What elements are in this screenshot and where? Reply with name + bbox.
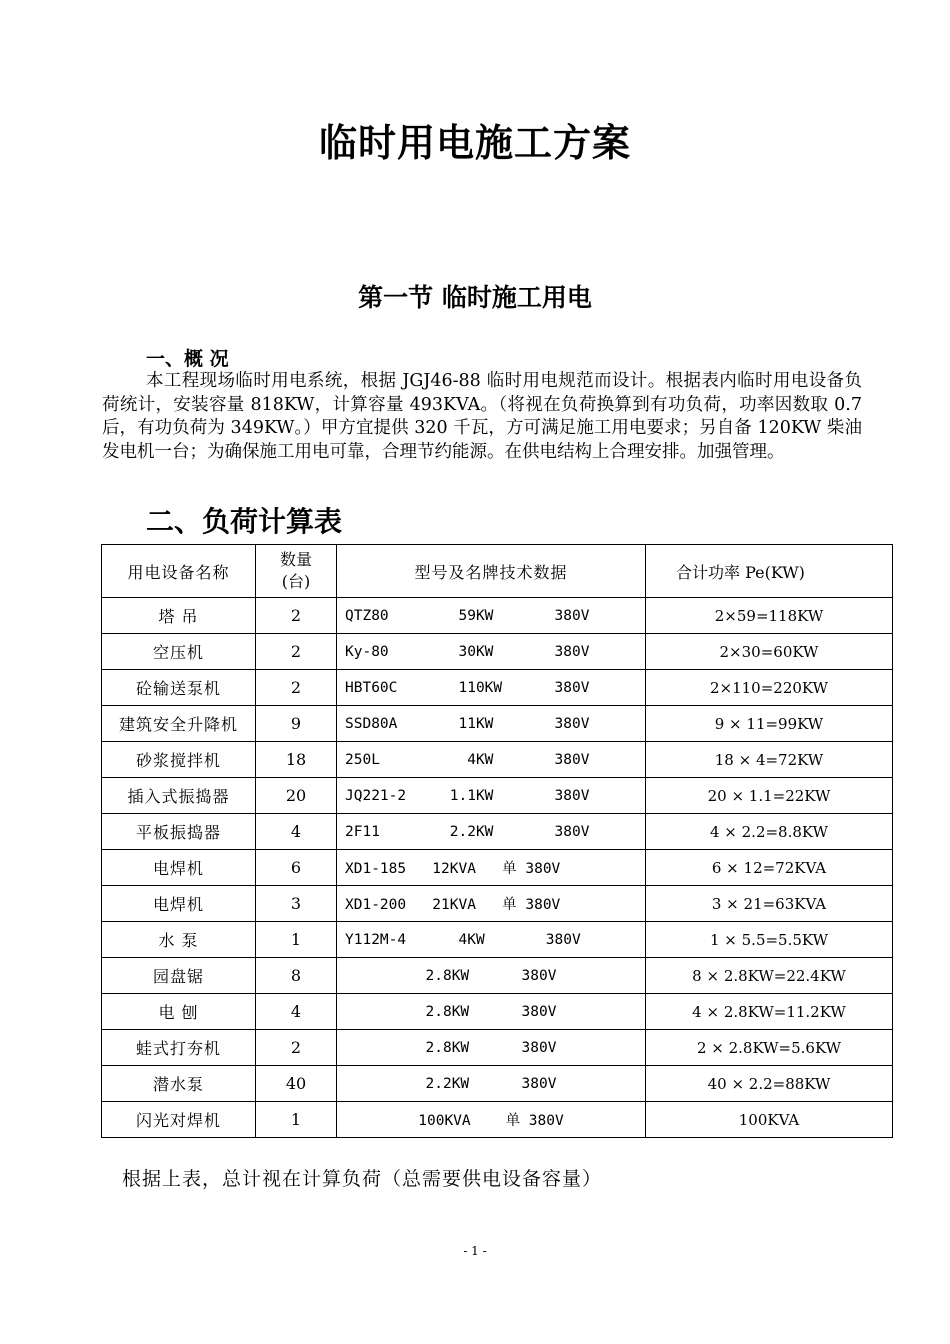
- cell-spec: XD1-200 21KVA 单 380V: [337, 886, 646, 922]
- cell-equipment-name: 插入式振捣器: [102, 778, 256, 814]
- table-row: [102, 958, 893, 994]
- cell-spec: 2.2KW 380V: [337, 1066, 646, 1102]
- cell-quantity: 8: [256, 958, 337, 994]
- cell-total-power: 2 × 2.8KW=5.6KW: [646, 1030, 893, 1066]
- cell-equipment-name: 空压机: [102, 634, 256, 670]
- table-header-row: [102, 545, 893, 598]
- table-row: [102, 706, 893, 742]
- cell-quantity: 4: [256, 994, 337, 1030]
- header-power: 合计功率 Pe(KW): [646, 545, 893, 598]
- table-row: [102, 922, 893, 958]
- cell-equipment-name: 电 刨: [102, 994, 256, 1030]
- cell-spec: HBT60C 110KW 380V: [337, 670, 646, 706]
- table-row: [102, 1030, 893, 1066]
- cell-equipment-name: 蛙式打夯机: [102, 1030, 256, 1066]
- cell-total-power: 4 × 2.8KW=11.2KW: [646, 994, 893, 1030]
- table-row: [102, 670, 893, 706]
- cell-total-power: 9 × 11=99KW: [646, 706, 893, 742]
- cell-equipment-name: 建筑安全升降机: [102, 706, 256, 742]
- header-spec: 型号及名牌技术数据: [337, 545, 646, 598]
- cell-equipment-name: 电焊机: [102, 886, 256, 922]
- table-row: [102, 1102, 893, 1138]
- cell-spec: 250L 4KW 380V: [337, 742, 646, 778]
- cell-quantity: 40: [256, 1066, 337, 1102]
- load-calculation-table: [101, 544, 893, 1138]
- cell-equipment-name: 平板振捣器: [102, 814, 256, 850]
- cell-equipment-name: 砼输送泵机: [102, 670, 256, 706]
- table-row: [102, 742, 893, 778]
- cell-total-power: 2×110=220KW: [646, 670, 893, 706]
- cell-quantity: 9: [256, 706, 337, 742]
- cell-quantity: 1: [256, 922, 337, 958]
- cell-total-power: 2×30=60KW: [646, 634, 893, 670]
- cell-total-power: 6 × 12=72KVA: [646, 850, 893, 886]
- cell-spec: Y112M-4 4KW 380V: [337, 922, 646, 958]
- table-row: [102, 850, 893, 886]
- cell-spec: 2.8KW 380V: [337, 1030, 646, 1066]
- subheading-overview: 一、概 况: [146, 348, 229, 370]
- document-title: 临时用电施工方案: [318, 121, 631, 165]
- cell-total-power: 20 × 1.1=22KW: [646, 778, 893, 814]
- cell-quantity: 20: [256, 778, 337, 814]
- cell-quantity: 4: [256, 814, 337, 850]
- overview-paragraph: 本工程现场临时用电系统，根据 JGJ46-88 临时用电规范而设计。根据表内临时用电设备负荷统计，安装容量 818KW，计算容量 493KVA。（将视在负荷换算到有功负荷，功率因数取 0.7 后，有功负荷为 349KW。）甲方宜提供 320 千瓦，方可满足施工用电要求；另自备 120KW 柴油发电机一台；为确保施工用电可靠，合理节约能源。在供电结构上合理安排。加强管理。: [102, 371, 862, 462]
- table-row: [102, 598, 893, 634]
- table-row: [102, 1066, 893, 1102]
- table-row: [102, 778, 893, 814]
- header-name: 用电设备名称: [102, 545, 256, 598]
- table-row: [102, 814, 893, 850]
- cell-quantity: 2: [256, 670, 337, 706]
- cell-spec: JQ221-2 1.1KW 380V: [337, 778, 646, 814]
- cell-quantity: 3: [256, 886, 337, 922]
- cell-spec: 2F11 2.2KW 380V: [337, 814, 646, 850]
- cell-equipment-name: 潜水泵: [102, 1066, 256, 1102]
- cell-total-power: 1 × 5.5=5.5KW: [646, 922, 893, 958]
- table-row: [102, 994, 893, 1030]
- cell-spec: SSD80A 11KW 380V: [337, 706, 646, 742]
- cell-spec: 2.8KW 380V: [337, 994, 646, 1030]
- cell-quantity: 6: [256, 850, 337, 886]
- table-row: [102, 634, 893, 670]
- section-title: 第一节 临时施工用电: [358, 283, 592, 312]
- cell-spec: XD1-185 12KVA 单 380V: [337, 850, 646, 886]
- page-number: - 1 -: [463, 1244, 487, 1258]
- cell-total-power: 18 × 4=72KW: [646, 742, 893, 778]
- cell-equipment-name: 塔 吊: [102, 598, 256, 634]
- cell-quantity: 2: [256, 598, 337, 634]
- subheading-load-table: 二、负荷计算表: [146, 505, 343, 538]
- cell-equipment-name: 砂浆搅拌机: [102, 742, 256, 778]
- cell-equipment-name: 水 泵: [102, 922, 256, 958]
- cell-quantity: 2: [256, 1030, 337, 1066]
- cell-quantity: 18: [256, 742, 337, 778]
- cell-quantity: 2: [256, 634, 337, 670]
- cell-total-power: 8 × 2.8KW=22.4KW: [646, 958, 893, 994]
- cell-equipment-name: 园盘锯: [102, 958, 256, 994]
- cell-total-power: 100KVA: [646, 1102, 893, 1138]
- cell-total-power: 40 × 2.2=88KW: [646, 1066, 893, 1102]
- cell-total-power: 2×59=118KW: [646, 598, 893, 634]
- summary-text: 根据上表，总计视在计算负荷（总需要供电设备容量）: [122, 1168, 603, 1190]
- header-qty: 数量 (台): [256, 545, 337, 598]
- cell-spec: 2.8KW 380V: [337, 958, 646, 994]
- cell-spec: 100KVA 单 380V: [337, 1102, 646, 1138]
- cell-equipment-name: 电焊机: [102, 850, 256, 886]
- cell-total-power: 3 × 21=63KVA: [646, 886, 893, 922]
- cell-spec: Ky-80 30KW 380V: [337, 634, 646, 670]
- cell-quantity: 1: [256, 1102, 337, 1138]
- cell-equipment-name: 闪光对焊机: [102, 1102, 256, 1138]
- cell-spec: QTZ80 59KW 380V: [337, 598, 646, 634]
- cell-total-power: 4 × 2.2=8.8KW: [646, 814, 893, 850]
- table-row: [102, 886, 893, 922]
